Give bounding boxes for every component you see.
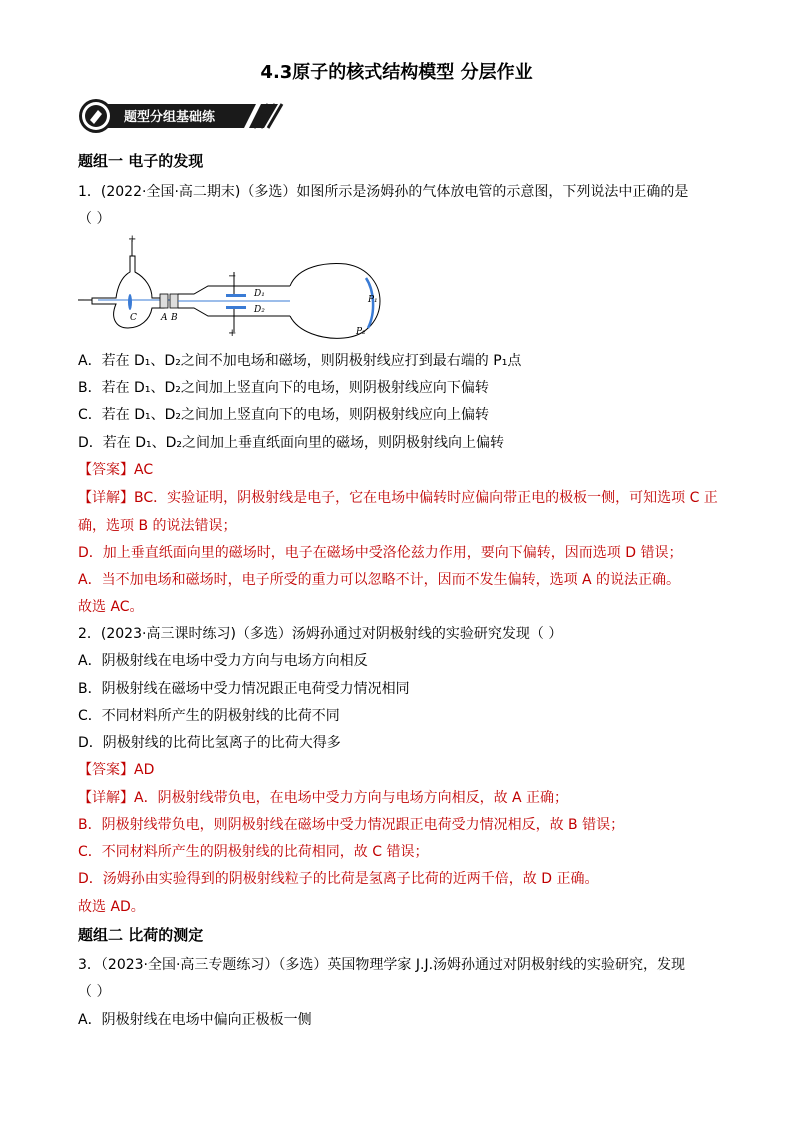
q2-detail-3: C．不同材料所产生的阴极射线的比荷相同，故 C 错误；	[78, 844, 429, 860]
label-plus-plate: +	[228, 328, 237, 339]
q2-answer: 【答案】AD	[78, 762, 155, 778]
label-P2: P₂	[356, 327, 366, 337]
group-heading-1: 题组一 电子的发现	[78, 152, 204, 170]
banner-label: 题型分组基础练	[124, 110, 216, 125]
q1-detail-4: A．当不加电场和磁场时，电子所受的重力可以忽略不计，因而不发生偏转，选项 A 的说法正确。	[78, 572, 681, 588]
q2-option-d: D．阴极射线的比荷比氢离子的比荷大得多	[78, 735, 341, 751]
label-P1: P₁	[368, 295, 378, 305]
label-D1: D₁	[254, 289, 265, 299]
page-title: 4.3原子的核式结构模型 分层作业	[260, 62, 533, 83]
q1-detail-2: 确，选项 B 的说法错误；	[78, 518, 237, 534]
q2-option-b: B．阴极射线在磁场中受力情况跟正电荷受力情况相同	[78, 681, 410, 697]
label-D2: D₂	[254, 305, 265, 315]
label-A: A	[161, 313, 168, 323]
label-minus-plate: −	[228, 271, 237, 282]
question-3-stem: 3．（2023·全国·高三专题练习）（多选）英国物理学家 J.J.汤姆孙通过对阴极射线的实验研究，发现	[78, 957, 686, 973]
q2-option-a: A．阴极射线在电场中受力方向与电场方向相反	[78, 653, 368, 669]
q1-option-d: D．若在 D₁、D₂之间加上垂直纸面向里的磁场，则阴极射线向上偏转	[78, 435, 505, 451]
q2-detail-1: 【详解】A．阴极射线带负电，在电场中受力方向与电场方向相反，故 A 正确；	[78, 790, 569, 806]
q3-option-a: A．阴极射线在电场中偏向正极板一侧	[78, 1012, 312, 1028]
label-plus-top: +	[128, 234, 137, 245]
q2-detail-2: B．阴极射线带负电，则阴极射线在磁场中受力情况跟正电荷受力情况相反，故 B 错误；	[78, 817, 625, 833]
question-1-paren: （ ）	[78, 211, 111, 227]
label-minus-left: −	[77, 295, 86, 306]
discharge-tube-diagram	[78, 232, 388, 342]
label-B: B	[171, 313, 178, 323]
q1-detail-1: 【详解】BC．实验证明，阴极射线是电子，它在电场中偏转时应偏向带正电的极板一侧，可知选项 C 正	[78, 490, 718, 506]
q1-option-a: A．若在 D₁、D₂之间不加电场和磁场，则阴极射线应打到最右端的 P₁点	[78, 353, 522, 369]
q2-detail-4: D．汤姆孙由实验得到的阴极射线粒子的比荷是氢离子比荷的近两千倍，故 D 正确。	[78, 871, 599, 887]
q1-option-c: C．若在 D₁、D₂之间加上竖直向下的电场，则阴极射线应向上偏转	[78, 407, 490, 423]
q1-answer: 【答案】AC	[78, 462, 154, 478]
q2-option-c: C．不同材料所产生的阴极射线的比荷不同	[78, 708, 340, 724]
question-3-paren: （ ）	[78, 984, 111, 1000]
question-2-stem: 2．(2023·高三课时练习)（多选）汤姆孙通过对阴极射线的实验研究发现（ ）	[78, 626, 563, 642]
q1-detail-3: D．加上垂直纸面向里的磁场时，电子在磁场中受洛伦兹力作用，要向下偏转，因而选项 D 错误；	[78, 545, 683, 561]
q2-detail-5: 故选 AD。	[78, 899, 145, 915]
label-C: C	[130, 313, 137, 323]
q1-option-b: B．若在 D₁、D₂之间加上竖直向下的电场，则阴极射线应向下偏转	[78, 380, 489, 396]
question-1-stem: 1．(2022·全国·高二期末)（多选）如图所示是汤姆孙的气体放电管的示意图，下列说法中正确的是	[78, 184, 689, 200]
section-banner	[78, 98, 288, 134]
q1-detail-5: 故选 AC。	[78, 599, 144, 615]
group-heading-2: 题组二 比荷的测定	[78, 926, 204, 944]
